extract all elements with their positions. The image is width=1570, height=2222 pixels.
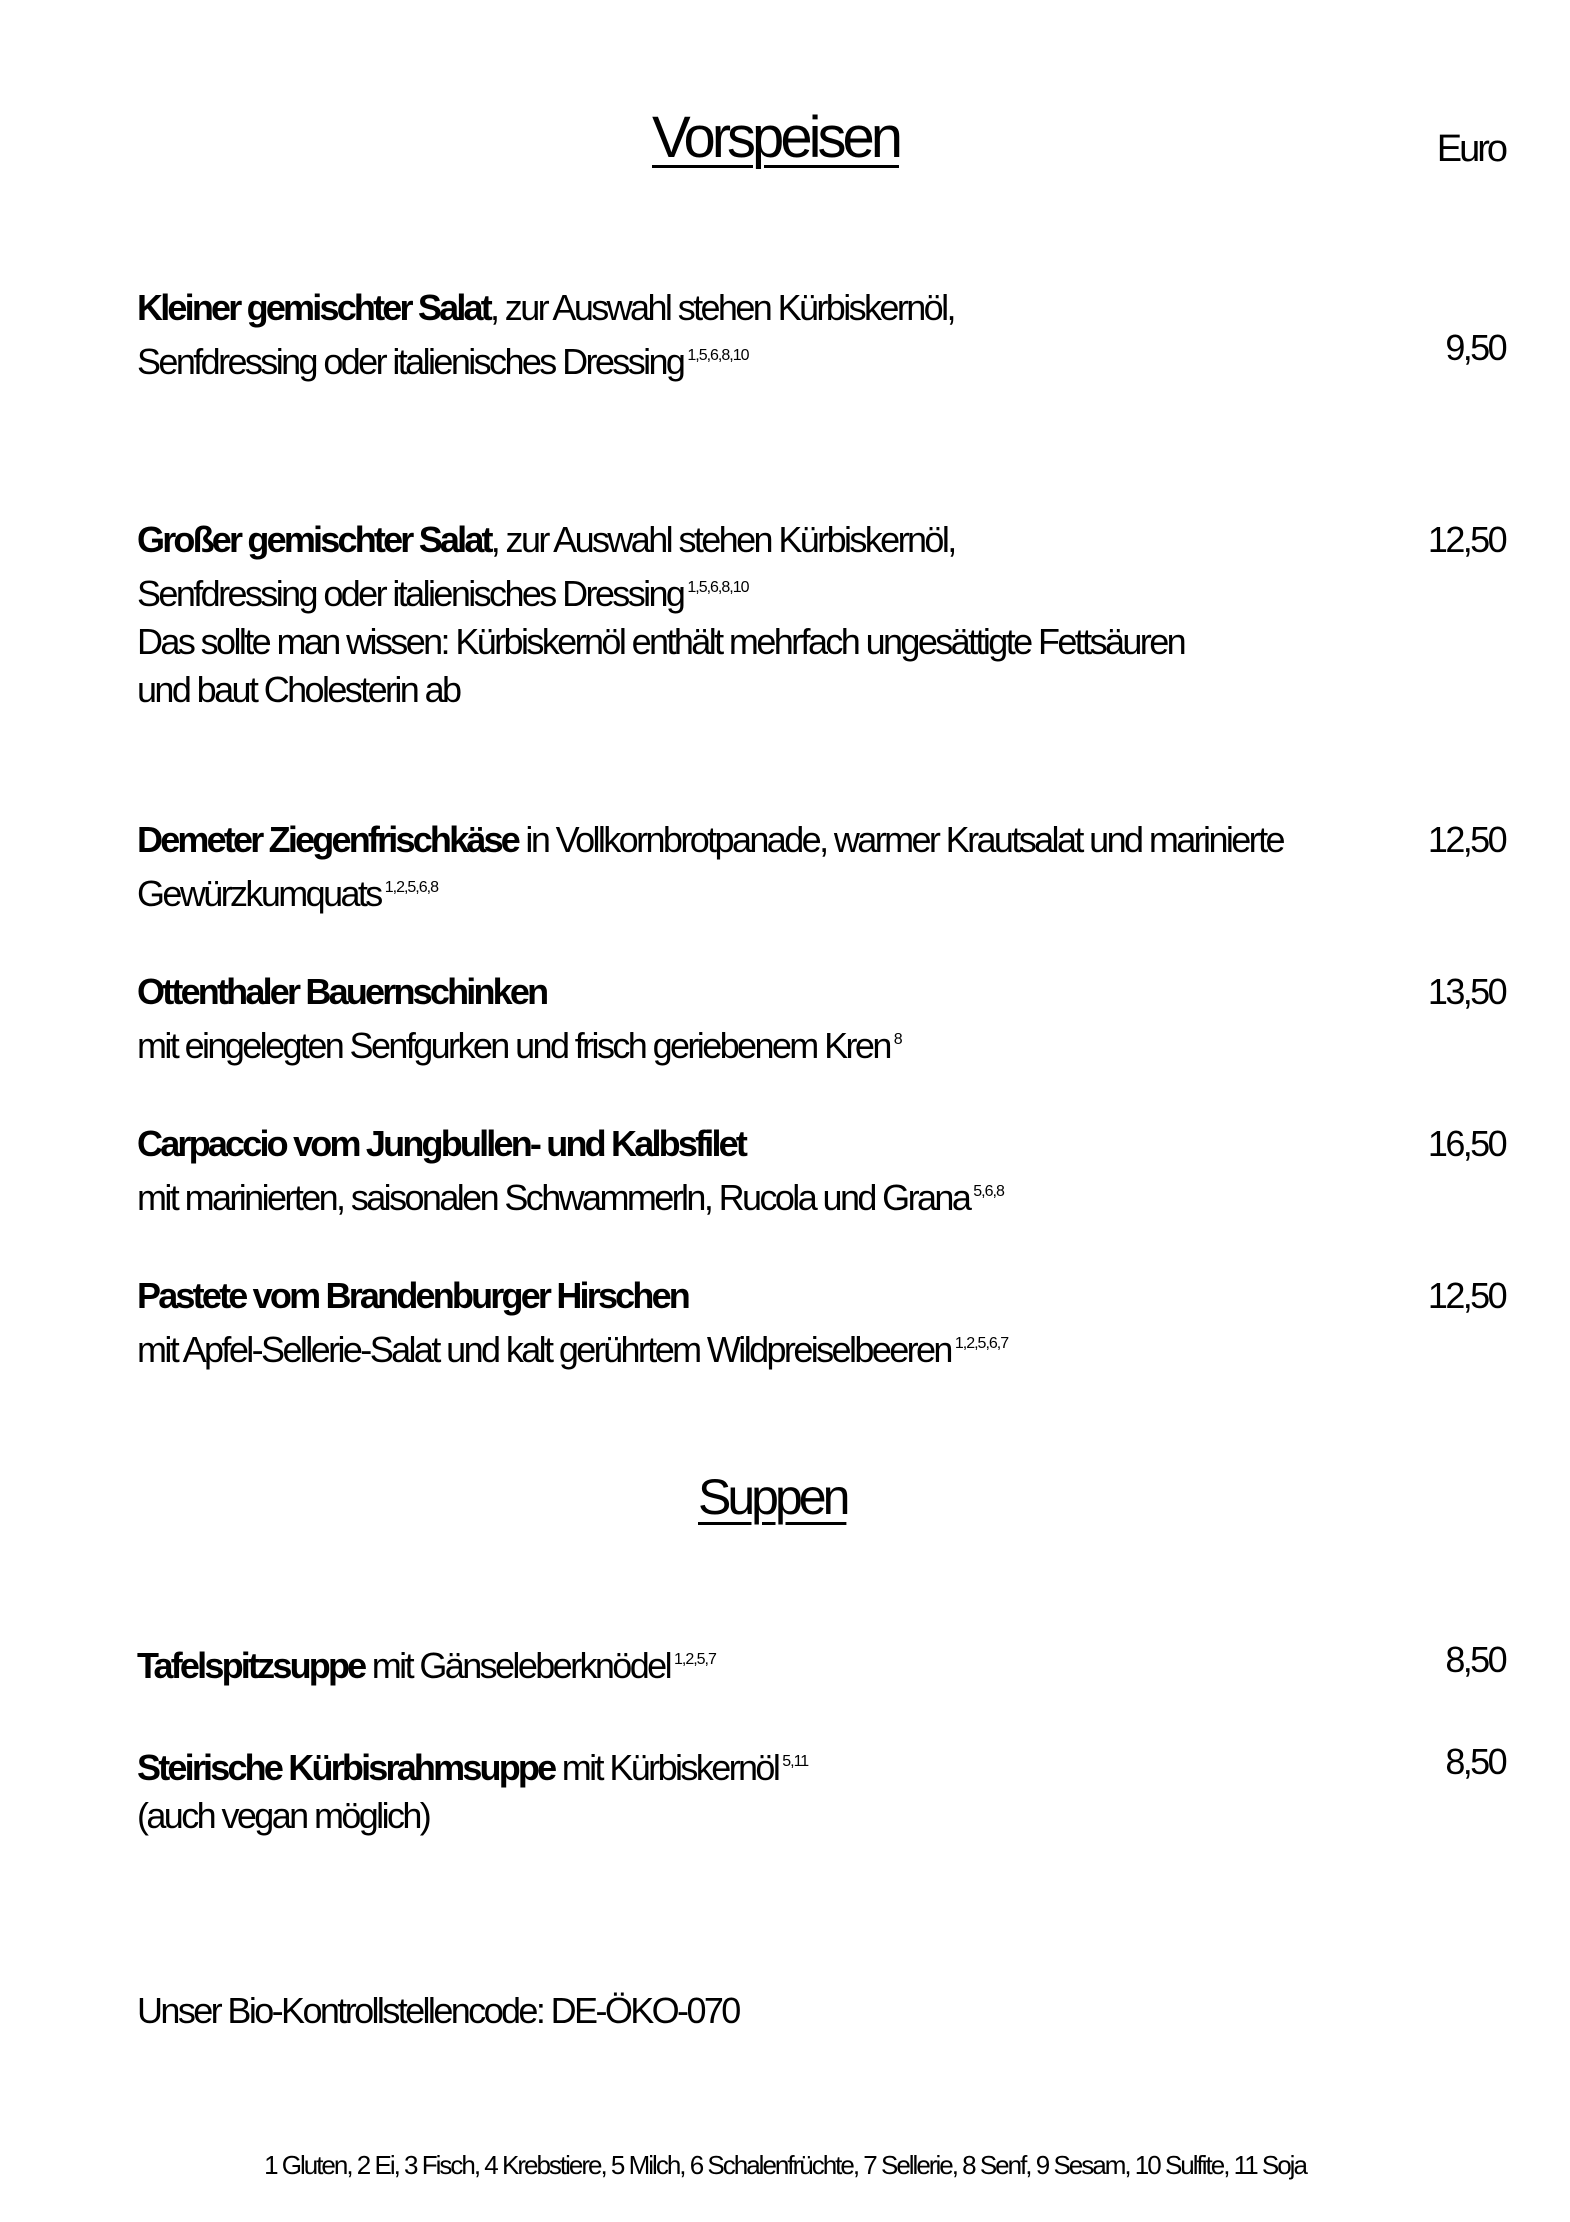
allergen-codes: 1,2,5,7 — [673, 1651, 716, 1668]
menu-item-kuerbisrahmsuppe — [137, 1738, 1337, 1840]
item-price: 12,50 — [1427, 1275, 1505, 1316]
item-name: Demeter Ziegenfrischkäse — [137, 819, 519, 860]
item-name: Kleiner gemischter Salat — [137, 287, 490, 328]
allergen-codes: 1,5,6,8,10 — [687, 579, 749, 596]
menu-item-kleiner-salat — [137, 284, 1337, 386]
item-description: Senfdressing oder italienisches Dressing — [137, 573, 684, 614]
allergen-codes: 5,11 — [782, 1753, 809, 1770]
item-price: 13,50 — [1427, 971, 1505, 1012]
menu-item-bauernschinken — [137, 968, 1337, 1070]
allergen-codes: 1,2,5,6,8 — [384, 879, 438, 896]
item-price: 12,50 — [1427, 819, 1505, 860]
item-description: Gewürzkumquats — [137, 873, 381, 914]
item-description: mit marinierten, saisonalen Schwammerln, Rucola und Grana — [137, 1177, 970, 1218]
currency-label: Euro — [1436, 128, 1505, 170]
menu-item-carpaccio — [137, 1120, 1337, 1222]
item-price: 9,50 — [1445, 327, 1505, 368]
item-price: 8,50 — [1445, 1639, 1505, 1680]
item-price: 16,50 — [1427, 1123, 1505, 1164]
item-description: mit Gänseleberknödel — [364, 1645, 670, 1686]
allergen-codes: 5,6,8 — [973, 1183, 1004, 1200]
item-price: 8,50 — [1445, 1741, 1505, 1782]
menu-item-hirschpastete — [137, 1272, 1337, 1374]
item-description: mit Kürbiskernöl — [554, 1747, 779, 1788]
allergen-codes: 1,5,6,8,10 — [687, 347, 749, 364]
section-title-vorspeisen: Vorspeisen — [652, 105, 899, 170]
item-note: und baut Cholesterin ab — [137, 669, 460, 710]
item-price: 12,50 — [1427, 519, 1505, 560]
item-description: mit Apfel-Sellerie-Salat und kalt gerührtem Wildpreiselbeeren — [137, 1329, 951, 1370]
section-title-suppen: Suppen — [698, 1469, 847, 1525]
item-name: Pastete vom Brandenburger Hirschen — [137, 1275, 688, 1316]
item-description: mit eingelegten Senfgurken und frisch geriebenem Kren — [137, 1025, 890, 1066]
allergen-codes: 1,2,5,6,7 — [954, 1335, 1009, 1352]
item-name: Ottenthaler Bauernschinken — [137, 971, 547, 1012]
item-name: Carpaccio vom Jungbullen- und Kalbsfilet — [137, 1123, 746, 1164]
allergen-codes: 8 — [893, 1031, 902, 1048]
menu-item-grosser-salat — [137, 516, 1337, 714]
item-name: Steirische Kürbisrahmsuppe — [137, 1747, 555, 1788]
item-note: (auch vegan möglich) — [137, 1795, 430, 1836]
item-name: Großer gemischter Salat — [137, 519, 491, 560]
item-description: in Vollkornbrotpanade, warmer Krautsalat und marinierte — [518, 819, 1283, 860]
menu-item-ziegenfrischkaese — [137, 816, 1337, 918]
item-name: Tafelspitzsuppe — [137, 1645, 365, 1686]
item-description: , zur Auswahl stehen Kürbiskernöl, — [489, 287, 954, 328]
item-description: , zur Auswahl stehen Kürbiskernöl, — [490, 519, 955, 560]
menu-item-tafelspitzsuppe — [137, 1636, 1337, 1690]
allergen-legend: 1 Gluten, 2 Ei, 3 Fisch, 4 Krebstiere, 5 Milch, 6 Schalenfrüchte, 7 Sellerie, 8 Senf, 9 Sesam, 10 Sulfite, 11 Soja — [264, 2150, 1306, 2180]
bio-control-code: Unser Bio-Kontrollstellencode: DE-ÖKO-070 — [137, 1990, 739, 2031]
item-description: Senfdressing oder italienisches Dressing — [137, 341, 684, 382]
item-note: Das sollte man wissen: Kürbiskernöl enthält mehrfach ungesättigte Fettsäuren — [137, 621, 1185, 662]
